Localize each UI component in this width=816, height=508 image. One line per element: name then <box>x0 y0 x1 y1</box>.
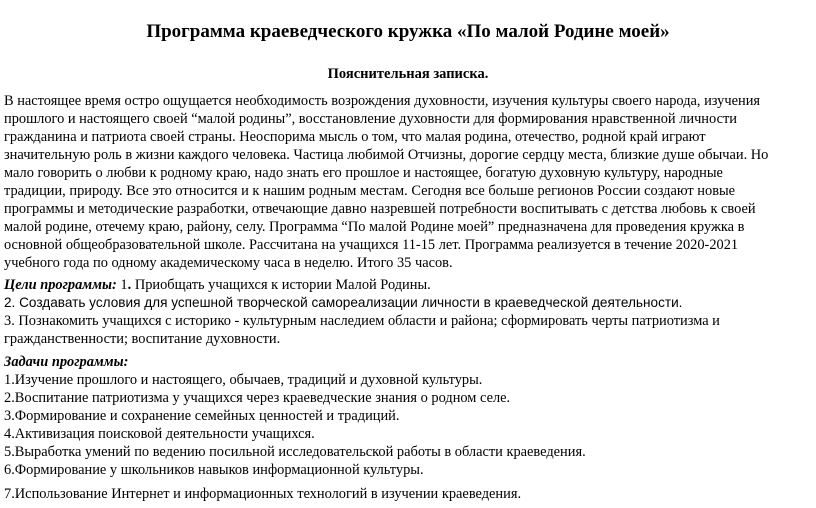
goals-first-line <box>4 276 431 294</box>
document-subtitle: Пояснительная записка. <box>327 66 489 82</box>
intro-line: малой родине, отечему краю, району, селу. Программа “По малой Родине моей” предназначена для проведения кружка в <box>4 219 745 235</box>
goals-label: Цели программы: <box>4 277 117 293</box>
intro-line: значительную роль в жизни каждого человека. Частица любимой Отчизны, дорогие сердцу места, близкие душе обычаи. Но <box>4 147 769 163</box>
goals-item-1-dot: . <box>127 277 132 293</box>
intro-line: программы и методические разработки, отвечающие давно назревшей потребности воспитывать с детства любовь к своей <box>4 201 756 217</box>
tasks-item-7: 7.Использование Интернет и информационных технологий в изучении краеведения. <box>4 486 522 502</box>
intro-line: традиции, природу. Все это относится и к нашим родным местам. Сегодня все больше регионов России создают новые <box>4 183 736 199</box>
intro-line: прошлого и настоящего своей “малой родины”, восстановление духовности для формирования нравственной личности <box>4 111 737 127</box>
goals-item-1-number: 1 <box>116 277 128 293</box>
tasks-item: 3.Формирование и сохранение семейных ценностей и традиций. <box>4 408 400 424</box>
tasks-label: Задачи программы: <box>4 354 129 370</box>
tasks-item: 5.Выработка умений по ведению посильной исследовательской работы в области краеведения. <box>4 444 586 460</box>
intro-line: основной общеобразовательной школе. Рассчитана на учащихся 11-15 лет. Программа реализуется в течение 2020-2021 <box>4 237 739 253</box>
tasks-item: 4.Активизация поисковой деятельности учащихся. <box>4 426 315 442</box>
tasks-item: 6.Формирование у школьников навыков информационной культуры. <box>4 462 424 478</box>
goals-item-1-text: Приобщать учащихся к истории Малой Родины. <box>131 277 431 293</box>
intro-line: гражданина и патриота своей страны. Неоспорима мысль о том, что малая родина, отечество, родной край играют <box>4 129 706 145</box>
goals-item-2: 2. Создавать условия для успешной творческой самореализации личности в краеведческой деятельности. <box>4 295 683 310</box>
document-title: Программа краеведческого кружка «По малой Родине моей» <box>146 21 670 42</box>
intro-line: мало говорить о любви к родному краю, надо знать его прошлое и настоящее, богатую духовную культуру, народные <box>4 165 723 181</box>
intro-line: В настоящее время остро ощущается необходимость возрождения духовности, изучения культуры своего народа, изучения <box>4 93 761 109</box>
goals-item-3-line: гражданственности; воспитание духовности. <box>4 331 281 347</box>
tasks-item: 2.Воспитание патриотизма у учащихся через краеведческие знания о родном селе. <box>4 390 511 406</box>
tasks-item: 1.Изучение прошлого и настоящего, обычаев, традиций и духовной культуры. <box>4 372 483 388</box>
intro-line: учебного года по одному академическому часа в неделю. Итого 35 часов. <box>4 255 453 271</box>
goals-item-3-line: 3. Познакомить учащихся с историко - культурным наследием области и района; сформировать черты патриотизма и <box>4 313 720 329</box>
